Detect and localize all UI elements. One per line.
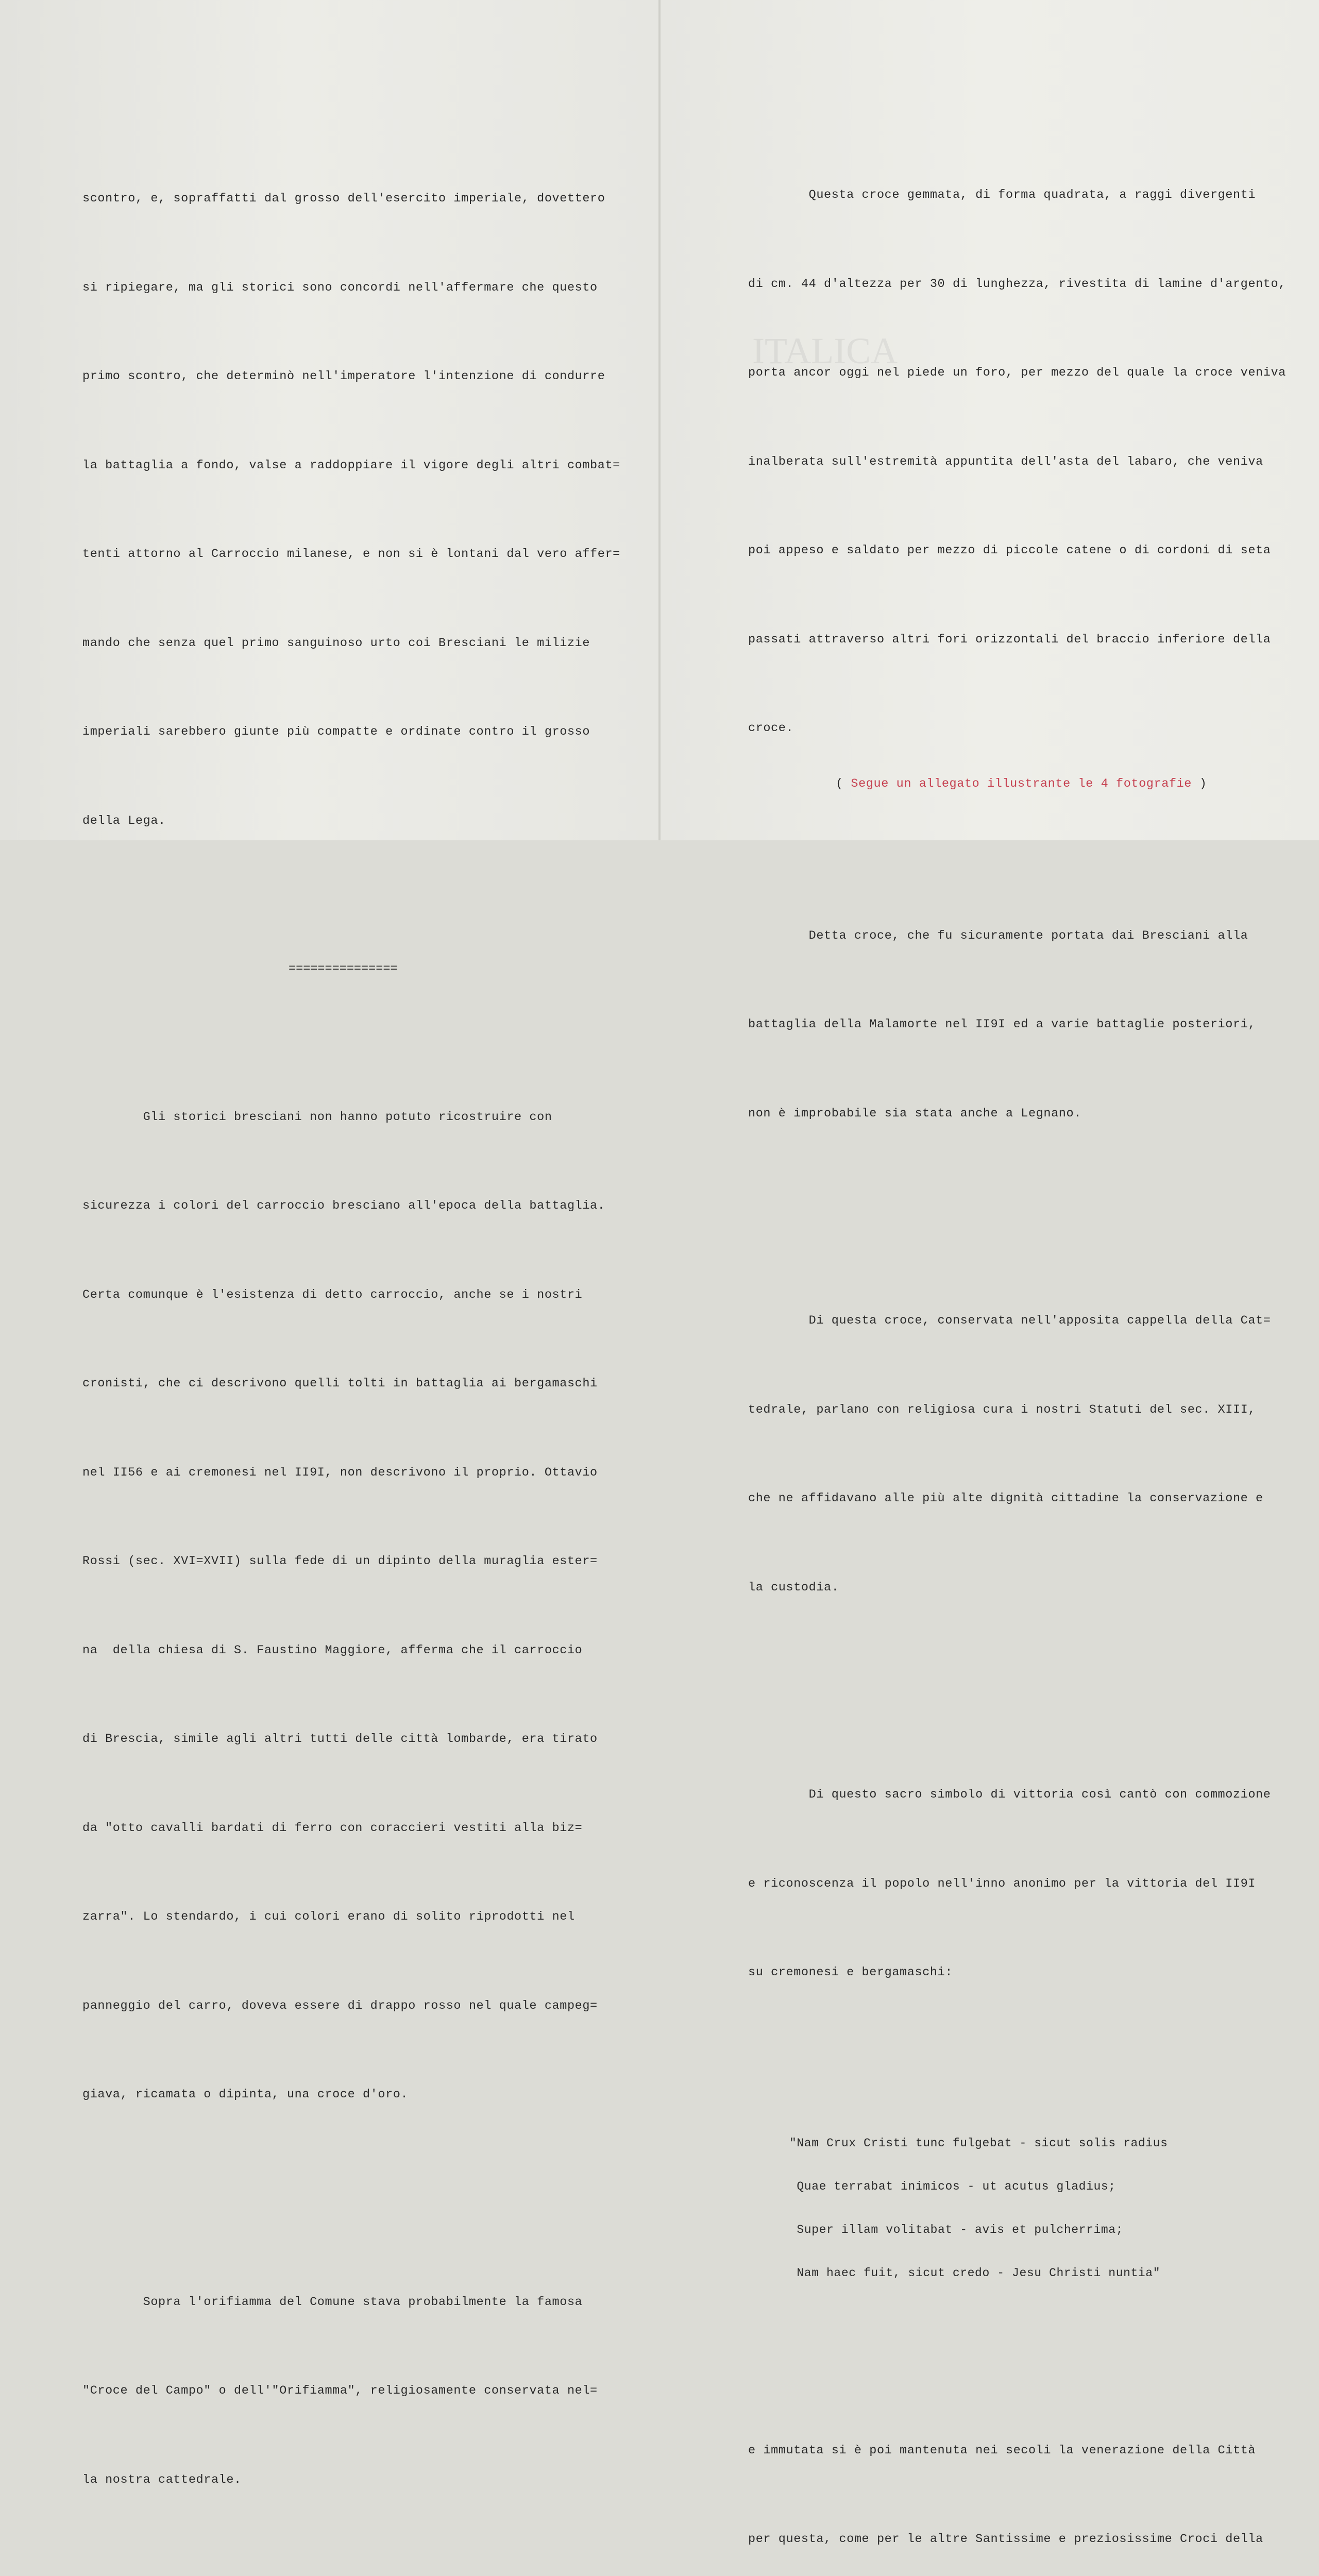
note-close-paren: ) [1192,777,1207,791]
text-line: primo scontro, che determinò nell'imperatore l'intenzione di condurre [82,362,639,392]
text-line: giava, ricamata o dipinta, una croce d'oro. [82,2080,639,2110]
attachment-note [836,777,1207,791]
text-line: tenti attorno al Carroccio milanese, e non si è lontani dal vero affer= [82,539,639,569]
right-paragraph-4 [748,1721,1294,2047]
text-line: "Croce del Campo" o dell'"Orifiamma", religiosamente conservata nel= [82,2376,639,2406]
text-line: poi appeso e saldato per mezzo di piccole catene o di cordoni di seta [748,536,1294,566]
note-open-paren: ( [836,777,851,791]
text-line: battaglia della Malamorte nel II9I ed a varie battaglie posteriori, [748,1010,1294,1040]
text-line: Detta croce, che fu sicuramente portata dai Bresciani alla [748,921,1294,951]
text-line: che ne affidavano alle più alte dignità cittadine la conservazione e [748,1484,1294,1514]
left-paragraph-2 [82,1043,639,2169]
left-column-text [82,65,639,2576]
text-line: inalberata sull'estremità appuntita dell'asta del labaro, che veniva [748,447,1294,477]
text-line: imperiali sarebbero giunte più compatte e ordinate contro il grosso [82,717,639,747]
text-line: cronisti, che ci descrivono quelli tolti in battaglia ai bergamaschi [82,1369,639,1399]
section-separator: =============== [82,954,639,984]
text-line: croce. [748,714,1294,743]
text-line: della Lega. [82,806,639,836]
left-paragraph-1 [82,125,639,895]
note-text: Segue un allegato illustrante le 4 fotografie [851,777,1192,791]
text-line: porta ancor oggi nel piede un foro, per mezzo del quale la croce veniva [748,358,1294,388]
text-line: la custodia. [748,1573,1294,1603]
text-line: non è improbabile sia stata anche a Legnano. [748,1099,1294,1129]
hymn-quote [748,2107,1294,2309]
text-line: da "otto cavalli bardati di ferro con coraccieri vestiti alla biz= [82,1814,639,1843]
right-paragraph-2 [748,862,1294,1188]
text-line: mando che senza quel primo sanguinoso urto coi Bresciani le milizie [82,629,639,658]
quote-line: Super illam volitabat - avis et pulcherrima; [789,2223,1294,2237]
text-line: di cm. 44 d'altezza per 30 di lunghezza, rivestita di lamine d'argento, [748,269,1294,299]
right-column-text [748,62,1294,2576]
text-line: per questa, come per le altre Santissime e preziosissime Croci della [748,2524,1294,2554]
right-paragraph-1 [748,121,1294,803]
text-line: Di questo sacro simbolo di vittoria così cantò con commozione [748,1780,1294,1810]
text-line: la nostra cattedrale. [82,2465,639,2495]
text-line: si ripiegare, ma gli storici sono concordi nell'affermare che questo [82,273,639,303]
text-line: Questa croce gemmata, di forma quadrata, a raggi divergenti [748,180,1294,210]
left-paragraph-3 [82,2228,639,2554]
right-paragraph-5 [748,2377,1294,2576]
quote-line: Nam haec fuit, sicut credo - Jesu Christi nuntia" [789,2266,1294,2280]
text-line: panneggio del carro, doveva essere di drappo rosso nel quale campeg= [82,1991,639,2021]
right-paragraph-3 [748,1247,1294,1662]
text-line: sicurezza i colori del carroccio bresciano all'epoca della battaglia. [82,1191,639,1221]
text-line: Sopra l'orifiamma del Comune stava probabilmente la famosa [82,2287,639,2317]
text-line: tedrale, parlano con religiosa cura i nostri Statuti del sec. XIII, [748,1395,1294,1425]
quote-line: "Nam Crux Cristi tunc fulgebat - sicut solis radius [789,2136,1294,2150]
text-line: scontro, e, sopraffatti dal grosso dell'esercito imperiale, dovettero [82,184,639,214]
text-line: nel II56 e ai cremonesi nel II9I, non descrivono il proprio. Ottavio [82,1458,639,1488]
text-line: zarra". Lo stendardo, i cui colori erano di solito riprodotti nel [82,1902,639,1932]
text-line: su cremonesi e bergamaschi: [748,1958,1294,1988]
document-spread [0,0,1319,840]
text-line: passati attraverso altri fori orizzontali del braccio inferiore della [748,625,1294,655]
text-line: Di questa croce, conservata nell'apposita cappella della Cat= [748,1306,1294,1336]
text-line: Gli storici bresciani non hanno potuto ricostruire con [82,1103,639,1132]
text-line: la battaglia a fondo, valse a raddoppiare il vigore degli altri combat= [82,451,639,481]
text-line: e immutata si è poi mantenuta nei secoli la venerazione della Città [748,2436,1294,2466]
text-line: di Brescia, simile agli altri tutti delle città lombarde, era tirato [82,1724,639,1754]
text-line: e riconoscenza il popolo nell'inno anonimo per la vittoria del II9I [748,1869,1294,1899]
text-line: na della chiesa di S. Faustino Maggiore, afferma che il carroccio [82,1636,639,1666]
text-line: Certa comunque è l'esistenza di detto carroccio, anche se i nostri [82,1280,639,1310]
text-line: Rossi (sec. XVI=XVII) sulla fede di un dipinto della muraglia ester= [82,1547,639,1577]
quote-line: Quae terrabat inimicos - ut acutus gladius; [789,2179,1294,2194]
